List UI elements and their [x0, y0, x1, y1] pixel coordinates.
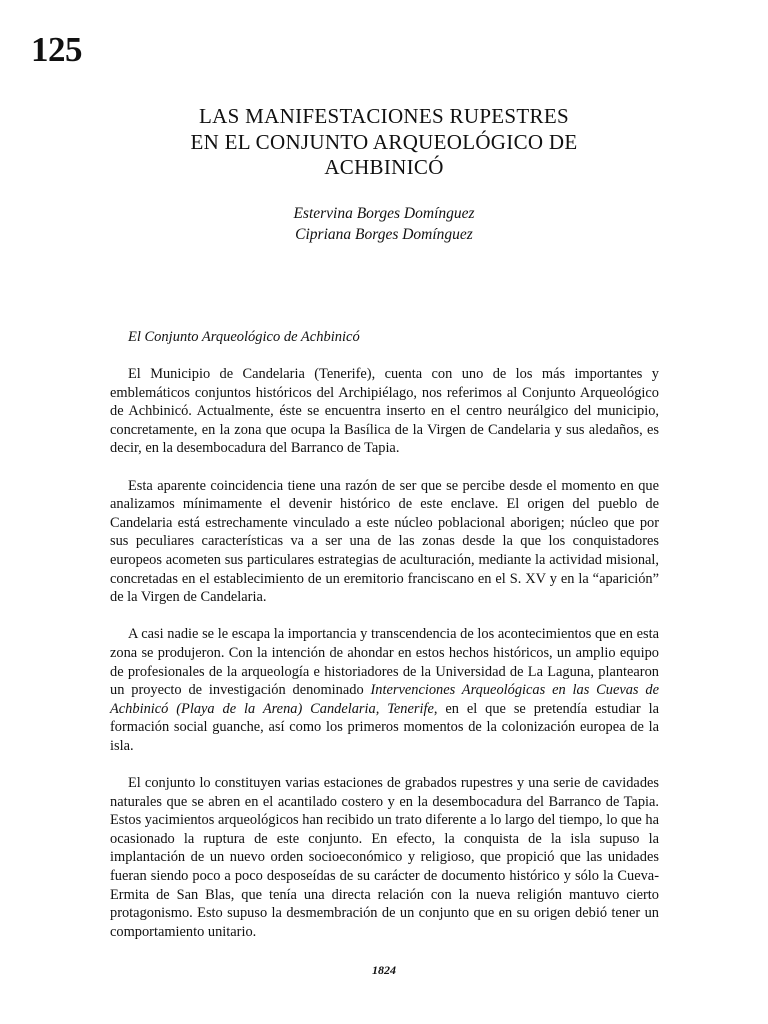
author-list — [110, 203, 658, 245]
author-name: Cipriana Borges Domínguez — [295, 226, 473, 243]
author-name: Estervina Borges Domínguez — [293, 205, 475, 222]
paragraph — [110, 625, 659, 755]
paragraph: El Municipio de Candelaria (Tenerife), cuenta con uno de los más importantes y emblemáticos conjuntos históricos del Archipiélago, nos referimos al Conjunto Arqueológico de Achbinicó. Actualmente, éste se encuentra inserto en el centro neurálgico del municipio, concretamente, en la zona que ocupa la Basílica de la Virgen de Candelaria y sus aledaños, es decir, en la desembocadura del Barranco de Tapia. — [110, 366, 659, 457]
paragraph: Esta aparente coincidencia tiene una razón de ser que se percibe desde el momento en que analizamos mínimamente el devenir histórico de este enclave. El origen del pueblo de Candelaria está estrechamente vinculado a este núcleo poblacional aborigen; núcleo que por sus peculiares características va a ser una de las zonas desde la que los conquistadores europeos acometen sus particulares estrategias de aculturación, mediante la actividad misional, concretadas en el establecimiento de un eremitorio franciscano en el S. XV y en la “aparición” de la Virgen de Candelaria. — [110, 477, 659, 606]
project-title: Intervenciones Arqueológicas en las Cuevas de Achbinicó (Playa de la Arena) Candelaria, Tenerife — [110, 682, 659, 717]
title-line-1: LAS MANIFESTACIONES RUPESTRES — [199, 104, 569, 128]
paragraph-text: A casi nadie se le escapa la importancia y transcendencia de los acontecimientos que en esta zona se produjeron. Con la intención de ahondar en estos hechos históricos, un amplio equipo de profesionales de la arqueología e historiadores de la Universidad de La Laguna, plantearon un proyecto de investigación denominado — [110, 626, 659, 699]
title-line-2: EN EL CONJUNTO ARQUEOLÓGICO DE — [190, 129, 578, 154]
page-number: 1824 — [372, 963, 396, 977]
paragraph: El conjunto lo constituyen varias estaciones de grabados rupestres y una serie de cavidades naturales que se abren en el acantilado costero y en la desembocadura del Barranco de Tapia. Estos yacimientos arqueológicos han recibido un trato diferente a lo largo del tiempo, lo que ha ocasionado la ruptura de este conjunto. En efecto, la conquista de la isla supuso la implantación de un nuevo orden socioeconómico y religioso, que propició que las unidades fueran siendo poco a poco desposeídas de su carácter de documento histórico y sólo la Cueva-Ermita de San Blas, que tenía una directa relación con la nueva religión mantuvo cierto protagonismo. Esto supuso la desmembración de un conjunto que en su origen debió tener un comportamiento unitario. — [110, 775, 659, 940]
paragraph-text: , en el que se pretendía estudiar la formación social guanche, así como los primeros momentos de la colonización europea de la isla. — [110, 700, 659, 754]
title-line-3: ACHBINICÓ — [324, 155, 444, 179]
section-heading: El Conjunto Arqueológico de Achbinicó — [128, 329, 360, 345]
chapter-number: 125 — [31, 30, 82, 69]
body-text — [110, 365, 659, 941]
article-title — [110, 104, 658, 181]
